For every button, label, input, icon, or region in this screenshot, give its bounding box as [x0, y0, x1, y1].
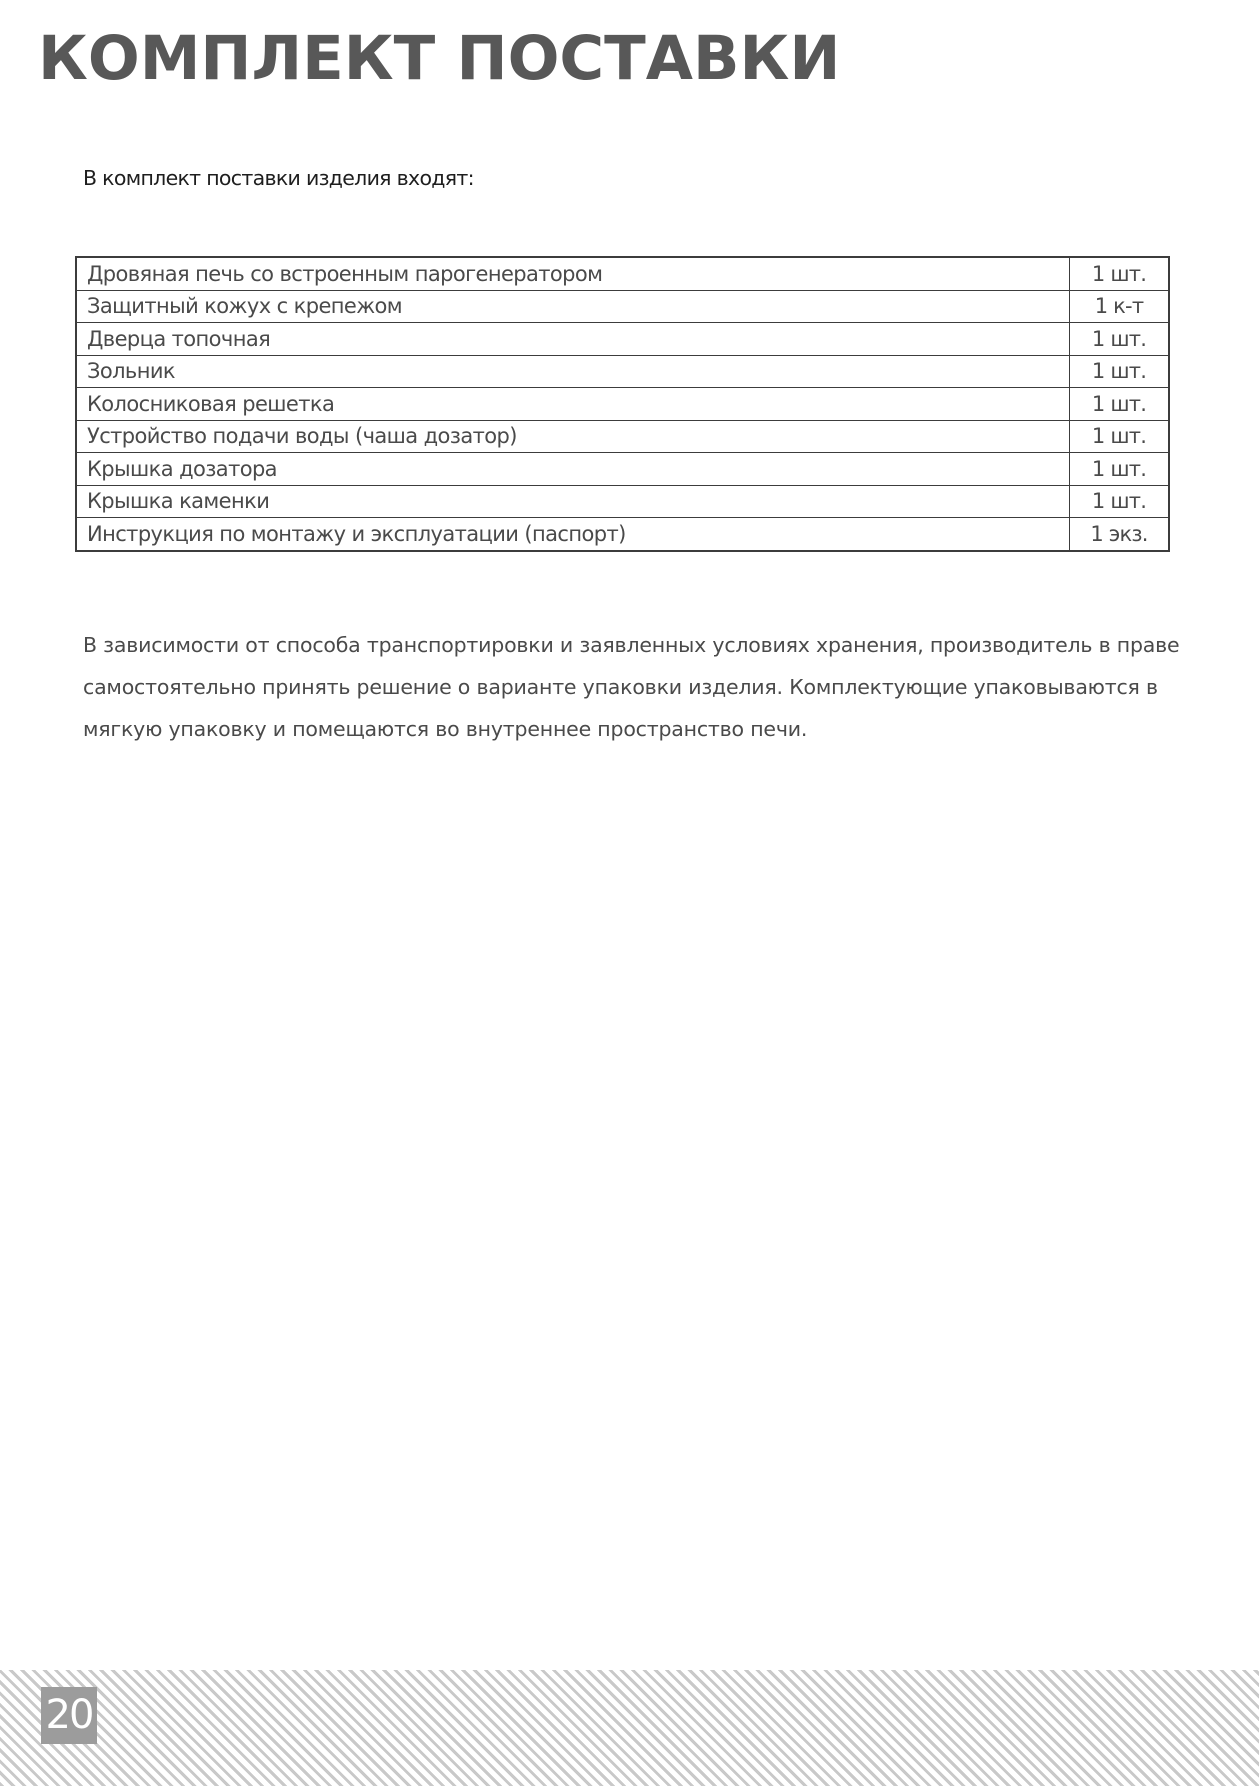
item-name: Колосниковая решетка [76, 388, 1070, 421]
packaging-note: В зависимости от способа транспортировки и заявленных условиях хранения, производитель в праве самостоятельно принять решение о варианте упаковки изделия. Комплектующие упаковываются в мягкую упаковку и помещаются во внутреннее пространство печи. [83, 633, 1180, 741]
item-quantity: 1 шт. [1070, 355, 1170, 388]
table-row [76, 388, 1169, 421]
item-quantity: 1 к-т [1070, 290, 1170, 323]
intro-text: В комплект поставки изделия входят: [83, 166, 474, 190]
item-quantity: 1 экз. [1070, 518, 1170, 551]
table-row [76, 355, 1169, 388]
item-name: Зольник [76, 355, 1070, 388]
item-name: Крышка каменки [76, 485, 1070, 518]
item-quantity: 1 шт. [1070, 323, 1170, 356]
item-name: Крышка дозатора [76, 453, 1070, 486]
table-row [76, 453, 1169, 486]
page-title: КОМПЛЕКТ ПОСТАВКИ [38, 23, 841, 94]
item-name: Инструкция по монтажу и эксплуатации (паспорт) [76, 518, 1070, 551]
footer-stripe-pattern [0, 1670, 1259, 1786]
item-name: Дровяная печь со встроенным парогенератором [76, 257, 1070, 290]
item-quantity: 1 шт. [1070, 257, 1170, 290]
table-row [76, 485, 1169, 518]
contents-table [75, 256, 1170, 552]
item-name: Защитный кожух с крепежом [76, 290, 1070, 323]
item-quantity: 1 шт. [1070, 485, 1170, 518]
table-row [76, 518, 1169, 551]
table-row [76, 323, 1169, 356]
table-row [76, 420, 1169, 453]
item-name: Устройство подачи воды (чаша дозатор) [76, 420, 1070, 453]
item-quantity: 1 шт. [1070, 388, 1170, 421]
item-name: Дверца топочная [76, 323, 1070, 356]
item-quantity: 1 шт. [1070, 420, 1170, 453]
table-row [76, 290, 1169, 323]
table-row [76, 257, 1169, 290]
item-quantity: 1 шт. [1070, 453, 1170, 486]
page-number: 20 [41, 1687, 97, 1744]
